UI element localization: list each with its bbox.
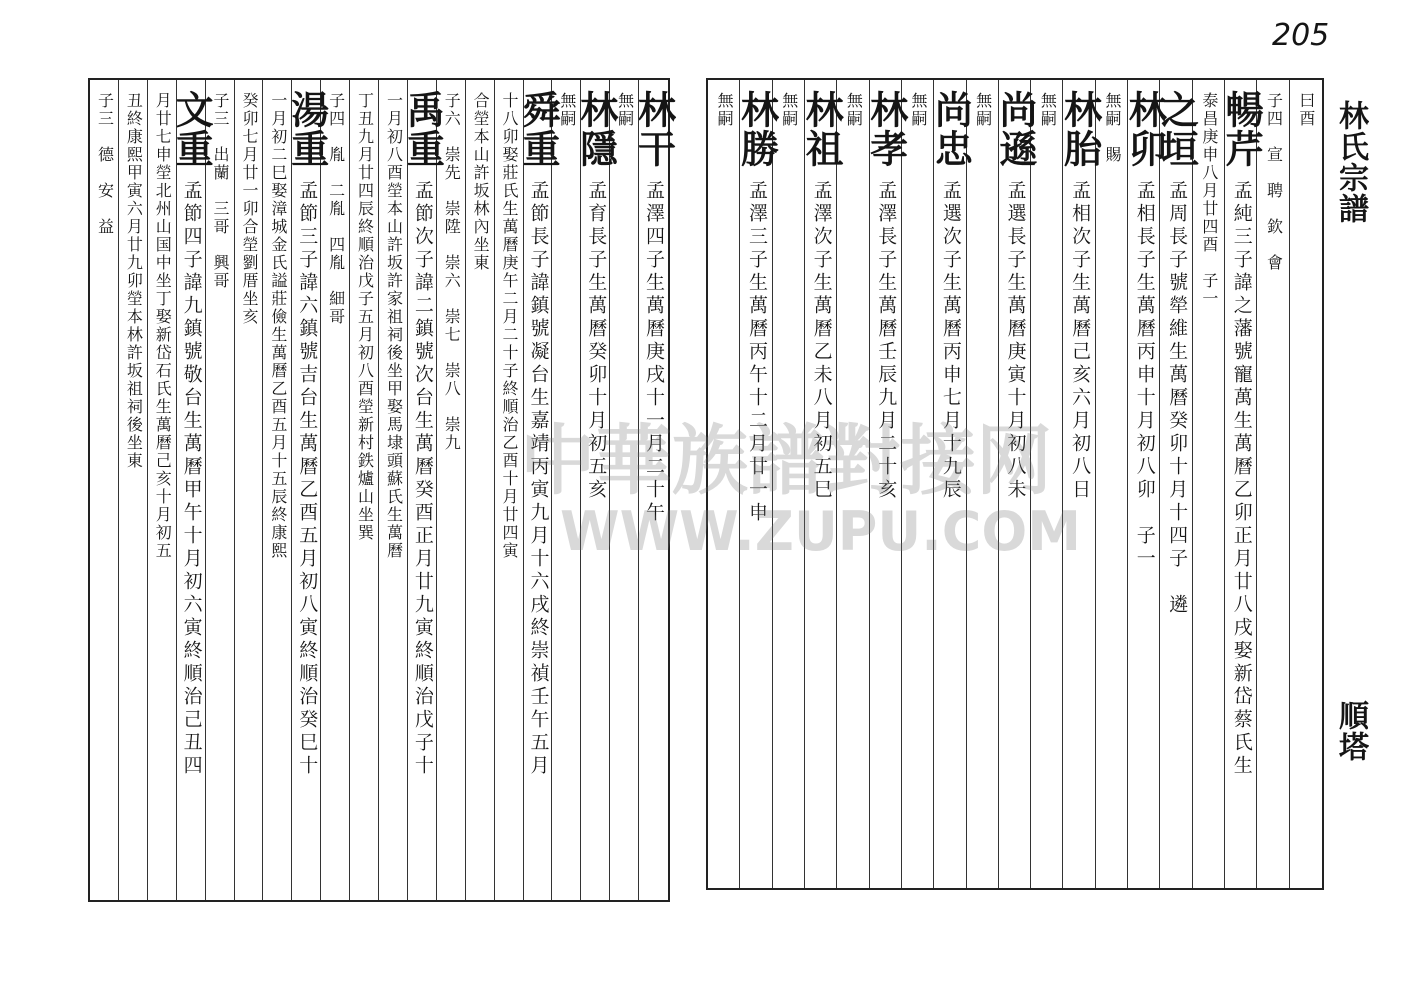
note-text: 無嗣 賜: [1102, 92, 1122, 164]
book-title: 林氏宗譜: [1333, 100, 1368, 224]
column-rule: [147, 80, 148, 900]
column-rule: [494, 80, 495, 900]
column-rule: [1095, 80, 1096, 888]
biography-text: 孟節長子諱鎮號凝台生嘉靖丙寅九月十六戌終崇禎壬午五月: [527, 180, 550, 778]
biography-text: 孟澤四子生萬曆庚戌十一月二十午: [643, 180, 666, 525]
watermark-cn: 中華族譜對接网: [520, 416, 1052, 505]
column-rule: [1159, 80, 1160, 888]
column-rule: [234, 80, 235, 900]
column-rule: [436, 80, 437, 900]
biography-text: 孟選長子生萬曆庚寅十月初八未: [1004, 180, 1027, 502]
column-rule: [262, 80, 263, 900]
note-text: 丑終康熙甲寅六月廿九卯塋本林許坂祖祠後坐東: [124, 92, 144, 470]
note-text: 子六 崇先 崇陞 崇六 崇七 崇八 崇九: [442, 92, 462, 452]
note-text: 合塋本山許坂林內坐東: [471, 92, 491, 272]
biography-text: 孟澤次子生萬曆乙未八月初五巳: [810, 180, 833, 502]
person-name: 林勝: [734, 90, 780, 168]
page-number: 205: [1272, 18, 1330, 53]
column-rule: [1192, 80, 1193, 888]
biography-text: 孟澤長子生萬曆壬辰九月二十亥: [875, 180, 898, 502]
person-name: 暢芹: [1219, 90, 1265, 168]
biography-text: 孟節三子諱六鎮號吉台生萬曆乙酉五月初八寅終順治癸巳十: [296, 180, 319, 778]
person-name: 林孝: [863, 90, 909, 168]
note-text: 無嗣: [715, 92, 735, 128]
person-name: 林干: [631, 90, 677, 168]
note-text: 無嗣: [1038, 92, 1058, 128]
column-rule: [1289, 80, 1290, 888]
note-text: 一月初二巳娶漳城金氏謚莊儉生萬曆乙酉五月十五辰終康熙: [268, 92, 288, 560]
person-name: 尚忠: [928, 90, 974, 168]
note-text: 曰酉: [1296, 92, 1316, 128]
note-text: 月廿七申塋北州山国中坐丁娶新岱石氏生萬曆己亥十月初五: [153, 92, 173, 560]
biography-text: 孟純三子諱之藩號寵萬生萬曆乙卯正月廿八戌娶新岱蔡氏生: [1230, 180, 1253, 778]
person-name: 舜重: [515, 90, 561, 168]
biography-text: 孟澤三子生萬曆丙午十二月廿一申: [745, 180, 768, 525]
biography-text: 孟周長子號犖維生萬曆癸卯十月十四子 遴: [1166, 180, 1189, 617]
column-rule: [1256, 80, 1257, 888]
person-name: 湯重: [284, 90, 330, 168]
note-text: 子三 德 安 益: [95, 92, 115, 236]
note-text: 無嗣: [909, 92, 929, 128]
column-rule: [1127, 80, 1128, 888]
column-rule: [378, 80, 379, 900]
biography-text: 孟相次子生萬曆己亥六月初八日: [1069, 180, 1092, 502]
note-text: 十八卯娶莊氏生萬曆庚午二月二十子終順治乙酉十月廿四寅: [500, 92, 520, 560]
biography-text: 孟節四子諱九鎮號敬台生萬曆甲午十月初六寅終順治己丑四: [180, 180, 203, 778]
biography-text: 孟育長子生萬曆癸卯十月初五亥: [585, 180, 608, 502]
column-rule: [1062, 80, 1063, 888]
column-rule: [407, 80, 408, 900]
biography-text: 孟相長子生萬曆丙申十月初八卯 子一: [1133, 180, 1156, 571]
note-text: 無嗣: [973, 92, 993, 128]
person-name: 文重: [169, 90, 215, 168]
biography-text: 孟選次子生萬曆丙申七月十九辰: [939, 180, 962, 502]
column-rule: [118, 80, 119, 900]
note-text: 無嗣: [557, 92, 577, 128]
column-rule: [291, 80, 292, 900]
column-rule: [1224, 80, 1225, 888]
note-text: 子四 宣 聘 欽 會: [1264, 92, 1284, 272]
person-name: 禹重: [400, 90, 446, 168]
note-text: 子三 出蘭 三哥 興哥: [211, 92, 231, 290]
person-name: 林祖: [799, 90, 845, 168]
note-text: 泰昌庚申八月廿四酉 子一: [1199, 92, 1219, 308]
biography-text: 孟節次子諱二鎮號次台生萬曆癸酉正月廿九寅終順治戊子十: [411, 180, 434, 778]
note-text: 丁丑九月廿四辰終順治戊子五月初八酉塋新村鉄爐山坐巽: [355, 92, 375, 542]
note-text: 無嗣: [844, 92, 864, 128]
column-rule: [349, 80, 350, 900]
right-edge-mark: 順塔: [1333, 700, 1368, 762]
note-text: 癸卯七月廿一卯合塋劉厝坐亥: [239, 92, 259, 326]
note-text: 一月初八酉塋本山許坂許家祖祠後坐甲娶馬埭頭蘇氏生萬曆: [384, 92, 404, 560]
column-rule: [205, 80, 206, 900]
note-text: 無嗣: [779, 92, 799, 128]
column-rule: [176, 80, 177, 900]
person-name: 林胎: [1057, 90, 1103, 168]
watermark-en: WWW.ZUPU.COM: [560, 500, 1082, 563]
person-name: 林隱: [573, 90, 619, 168]
column-rule: [320, 80, 321, 900]
person-name: 之垣: [1154, 90, 1200, 168]
column-rule: [465, 80, 466, 900]
person-name: 尚遜: [993, 90, 1038, 168]
note-text: 無嗣: [615, 92, 635, 128]
note-text: 子四 胤 二胤 四胤 細哥: [326, 92, 346, 326]
person-name: 林卯: [1122, 90, 1168, 168]
